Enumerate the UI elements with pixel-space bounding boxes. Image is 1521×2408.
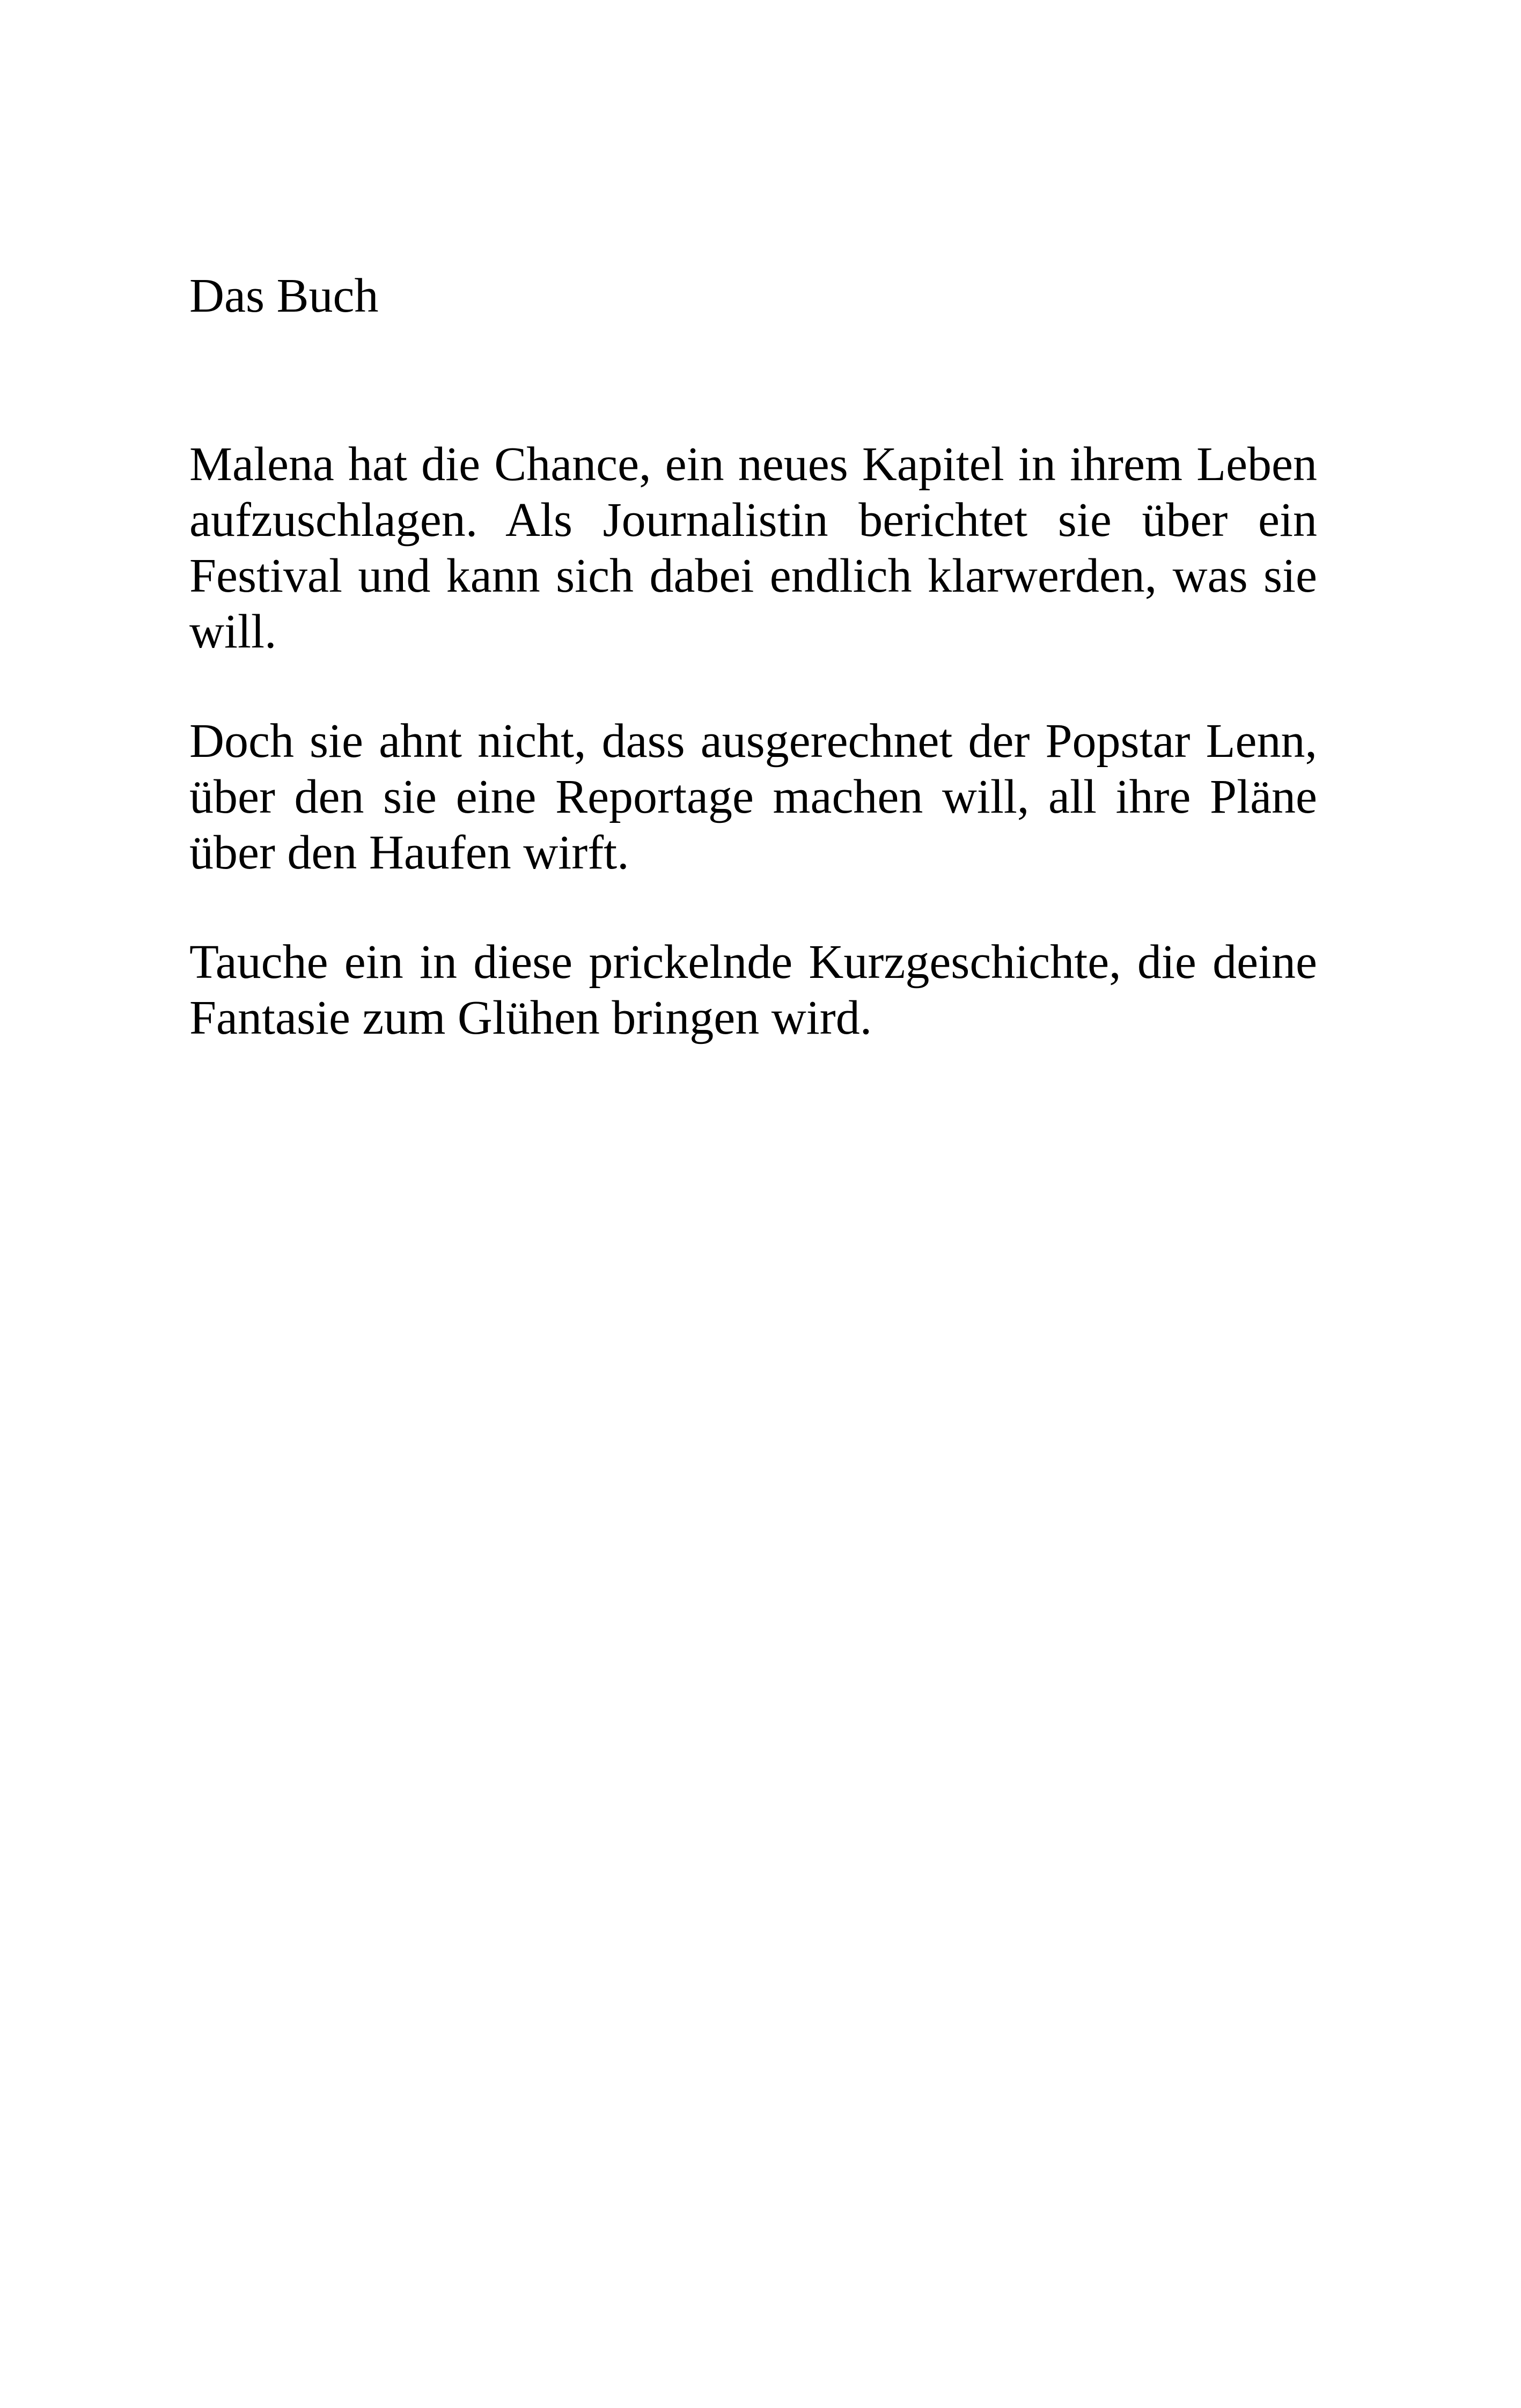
section-heading: Das Buch xyxy=(189,269,379,322)
paragraph-synopsis: Malena hat die Chance, ein neues Kapitel in ihrem Leben aufzuschlagen. Als Journalistin berichtet sie über ein Festival und kann sich dabei endlich klarwerden, was sie will. xyxy=(189,438,1317,658)
page-content xyxy=(189,268,1317,1046)
paragraph-invitation: Tauche ein in diese prickelnde Kurzgeschichte, die deine Fantasie zum Glühen bringen wird. xyxy=(189,936,1317,1044)
paragraph-conflict: Doch sie ahnt nicht, dass ausgerechnet der Popstar Lenn, über den sie eine Reportage machen will, all ihre Pläne über den Haufen wirft. xyxy=(189,715,1317,879)
